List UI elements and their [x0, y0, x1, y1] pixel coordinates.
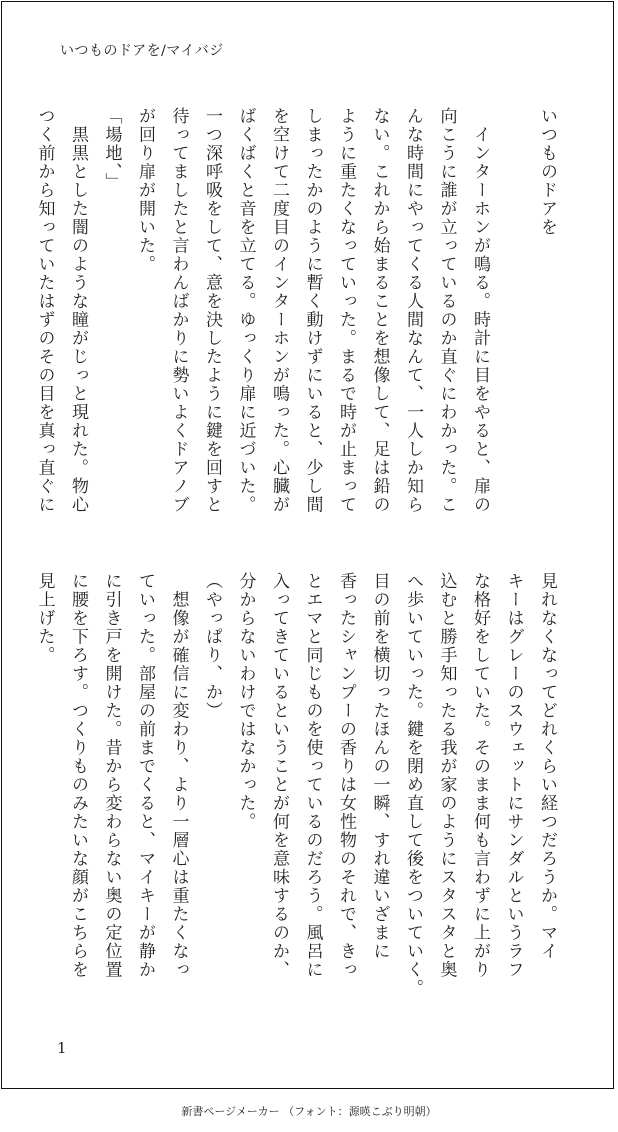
page-frame	[1, 1, 614, 1089]
page-number: 1	[57, 1039, 67, 1057]
lower-text-block: 見れなくなってどれくらい経つだろうか。マイ キーはグレーのスウェットにサンダルというラフ な格好をしていた。そのまま何も言わずに上がり 込むと勝手知ったる我が家のようにスタスタと奥 へ歩いていった。鍵を閉め直して後をついていく。 目の前を横切ったほんの一瞬、すれ違いざまに 香ったシャンプーの香りは女性物のそれで、きっ とエマと同じものを使っているのだろう。風呂に 入ってきているということが何を意味するのか、 分からないわけではなかった。 （やっぱり、か） 想像が確信に変わり、より一層心は重たくなっ ていった。部屋の前までくると、マイキーが静か に引き戸を開けた。昔から変わらない奥の定位置 に腰を下ろす。つくりものみたいな顔がこちらを 見上げた。	[34, 572, 557, 998]
running-header: いつものドアを/マイバジ	[60, 43, 224, 59]
footer-credit: 新書ページメーカー （フォント：源暎こぶり明朝）	[181, 1105, 437, 1118]
upper-text-block: いつものドアを インターホンが鳴る。時計に目をやると、扉の 向こうに誰が立っているのか直ぐにわかった。こ んな時間にやってくる人間なんて、一人しか知ら ない。これから始まることを想像して、足は鉛の ように重たくなっていった。まるで時が止まって しまったかのように暫く動けずにいると、少し間 を空けて二度目のインターホンが鳴った。心臓が ばくばくと音を立てる。ゆっくり扉に近づいた。 一つ深呼吸をして、意を決したように鍵を回すと 待ってましたと言わんばかりに勢いよくドアノブ が回り扉が開いた。 「場地、」 黒黒とした闇のような瞳がじっと現れた。物心 つく前から知っていたはずのその目を真っ直ぐに	[34, 107, 557, 514]
